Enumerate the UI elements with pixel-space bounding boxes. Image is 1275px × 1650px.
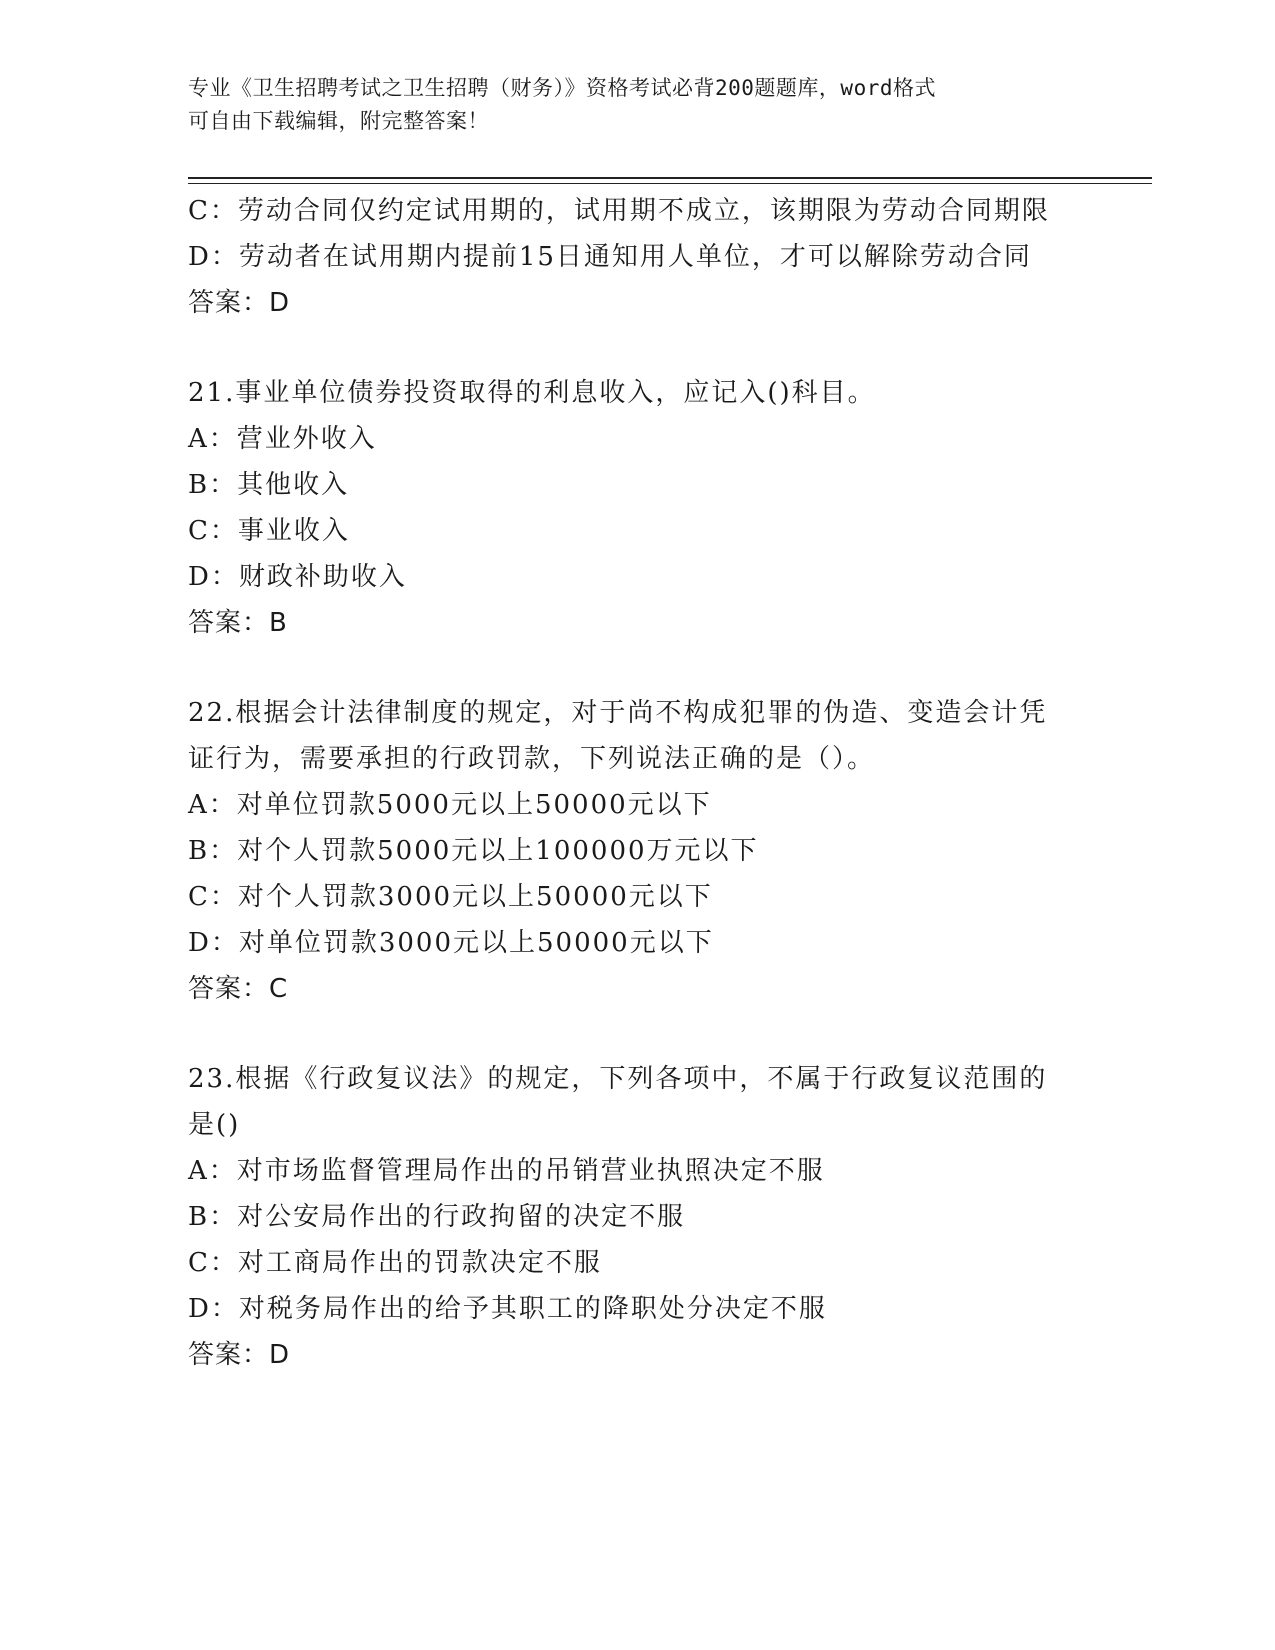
answer-line: 答案：D (188, 288, 291, 318)
option-c: C：对工商局作出的罚款决定不服 (188, 1248, 602, 1278)
option-b: B：对公安局作出的行政拘留的决定不服 (188, 1202, 686, 1232)
question-stem-line-2: 证行为，需要承担的行政罚款，下列说法正确的是（）。 (188, 744, 876, 774)
option-c: C：劳动合同仅约定试用期的，试用期不成立，该期限为劳动合同期限 (188, 196, 1050, 226)
option-b: B：其他收入 (188, 470, 350, 500)
option-c: C：事业收入 (188, 516, 350, 546)
question-20-continuation (188, 188, 1088, 326)
header-divider-thick (188, 177, 1152, 179)
option-d: D：劳动者在试用期内提前15日通知用人单位，才可以解除劳动合同 (188, 242, 1032, 272)
option-a: A：对单位罚款5000元以上50000元以下 (188, 790, 712, 820)
spacer (188, 1012, 1088, 1056)
question-21 (188, 370, 1088, 646)
spacer (188, 326, 1088, 370)
question-stem-line-1: 23.根据《行政复议法》的规定，下列各项中，不属于行政复议范围的 (188, 1064, 1048, 1094)
option-c: C：对个人罚款3000元以上50000元以下 (188, 882, 713, 912)
header-title-line-1: 专业《卫生招聘考试之卫生招聘（财务）》资格考试必背200题题库，word格式 (188, 76, 936, 100)
header-divider-thin (188, 183, 1152, 184)
option-a: A：对市场监督管理局作出的吊销营业执照决定不服 (188, 1156, 825, 1186)
question-22 (188, 690, 1088, 1012)
document-header (188, 72, 1088, 138)
answer-line: 答案：C (188, 974, 289, 1004)
option-a: A：营业外收入 (188, 424, 377, 454)
spacer (188, 646, 1088, 690)
question-stem-line-2: 是() (188, 1110, 241, 1140)
question-stem-line-1: 22.根据会计法律制度的规定，对于尚不构成犯罪的伪造、变造会计凭 (188, 698, 1048, 728)
question-content (188, 188, 1088, 1378)
answer-line: 答案：B (188, 608, 288, 638)
answer-line: 答案：D (188, 1340, 291, 1370)
question-stem: 21.事业单位债券投资取得的利息收入，应记入()科目。 (188, 378, 876, 408)
option-d: D：财政补助收入 (188, 562, 407, 592)
option-d: D：对税务局作出的给予其职工的降职处分决定不服 (188, 1294, 827, 1324)
question-23 (188, 1056, 1088, 1378)
option-d: D：对单位罚款3000元以上50000元以下 (188, 928, 714, 958)
option-b: B：对个人罚款5000元以上100000万元以下 (188, 836, 759, 866)
header-title-line-2: 可自由下载编辑，附完整答案！ (188, 109, 489, 133)
